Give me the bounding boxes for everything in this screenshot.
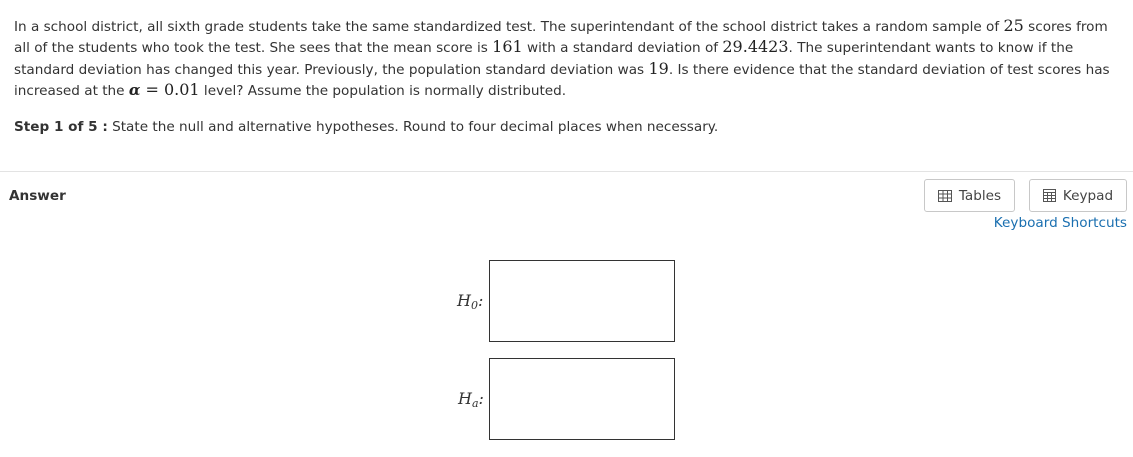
ha-letter: H	[458, 389, 472, 408]
tables-button[interactable]	[924, 179, 1015, 212]
step-text: State the null and alternative hypotheses. Round to four decimal places when necessary.	[107, 119, 719, 135]
alternative-hypothesis-label	[458, 389, 484, 410]
null-hypothesis-label	[457, 291, 483, 312]
ha-subscript: a	[471, 397, 479, 410]
keypad-button[interactable]	[1029, 179, 1127, 212]
alpha-symbol: α	[128, 81, 141, 100]
alpha-equals: =	[140, 80, 164, 100]
h0-letter: H	[457, 291, 471, 310]
alternative-hypothesis-input[interactable]	[489, 358, 675, 440]
question-text	[14, 16, 1114, 102]
sample-size-value: 25	[1003, 16, 1024, 35]
alpha-value: 0.01	[163, 80, 200, 100]
h0-colon: :	[477, 291, 484, 310]
mean-value: 161	[492, 37, 523, 57]
question-part: level? Assume the population is normally distributed.	[199, 83, 567, 100]
step-instruction	[14, 117, 718, 137]
keypad-grid-icon	[1043, 189, 1056, 202]
question-part: In a school district, all sixth grade students take the same standardized test. The superintendant of the school district takes a random sample of	[14, 19, 1004, 35]
question-part: . The superintendant wants to know if the standard deviation has changed this year. Previously, the population standard deviation was	[14, 40, 1074, 78]
null-hypothesis-input[interactable]	[489, 260, 675, 342]
keyboard-shortcuts-link[interactable]: Keyboard Shortcuts	[993, 215, 1127, 231]
ha-colon: :	[478, 389, 484, 408]
question-part: . Is there evidence that the standard deviation of test scores has increased at the	[14, 61, 1110, 100]
tables-button-label: Tables	[958, 187, 1002, 204]
pop-std-dev-value: 19	[648, 58, 669, 78]
question-part: with a standard deviation of	[522, 40, 723, 57]
step-label: Step 1 of 5 :	[14, 119, 108, 135]
table-grid-icon	[938, 190, 952, 202]
section-divider	[0, 171, 1133, 172]
std-dev-value: 29.4423	[722, 37, 789, 57]
answer-label: Answer	[9, 188, 66, 204]
question-part: scores from all of the students who took the test. She sees that the mean score is	[14, 19, 1108, 57]
keypad-button-label: Keypad	[1062, 187, 1114, 204]
h0-subscript: 0	[470, 299, 478, 312]
